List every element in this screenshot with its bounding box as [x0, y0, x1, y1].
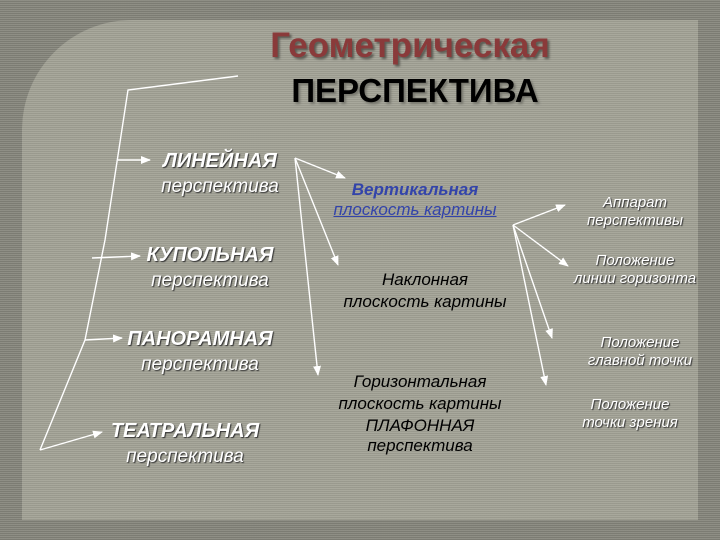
panoramic-sub: перспектива [141, 354, 259, 375]
view-point-line2: точки зрения [582, 414, 678, 431]
horizontal-plane-line4: перспектива [367, 436, 473, 455]
main-point-line2: главной точки [587, 352, 693, 369]
horizontal-plane-line2: плоскость картины [338, 394, 502, 413]
theatrical-title: ТЕАТРАЛЬНАЯ [110, 420, 260, 442]
theatrical-sub: перспектива [126, 446, 244, 467]
vertical-plane-line1: Вертикальная [351, 180, 479, 199]
panoramic-title: ПАНОРАМНАЯ [127, 328, 273, 350]
inclined-plane-line1: Наклонная [381, 270, 469, 289]
inclined-plane-line2: плоскость картины [343, 292, 507, 311]
linear-sub: перспектива [161, 176, 279, 197]
main-point-line1: Положение [600, 334, 680, 351]
arrow-to-theatrical [40, 432, 102, 450]
apparatus-line2: перспективы [587, 212, 683, 229]
horizon-line2: линии горизонта [573, 270, 697, 287]
title-line-1: Геометрическая [270, 26, 550, 65]
linear-title: ЛИНЕЙНАЯ [163, 150, 277, 172]
arrow-to-apparatus [513, 205, 565, 225]
view-point-line1: Положение [590, 396, 670, 413]
horizontal-plane-line1: Горизонтальная [353, 372, 487, 391]
horizon-line1: Положение [595, 252, 675, 269]
title-line-2: ПЕРСПЕКТИВА [291, 72, 539, 109]
dome-sub: перспектива [151, 270, 269, 291]
apparatus-line1: Аппарат [602, 194, 668, 211]
vertical-plane-line2: плоскость картины [333, 200, 497, 219]
dome-title: КУПОЛЬНАЯ [146, 244, 274, 266]
horizontal-plane-line3: ПЛАФОННАЯ [365, 416, 475, 435]
